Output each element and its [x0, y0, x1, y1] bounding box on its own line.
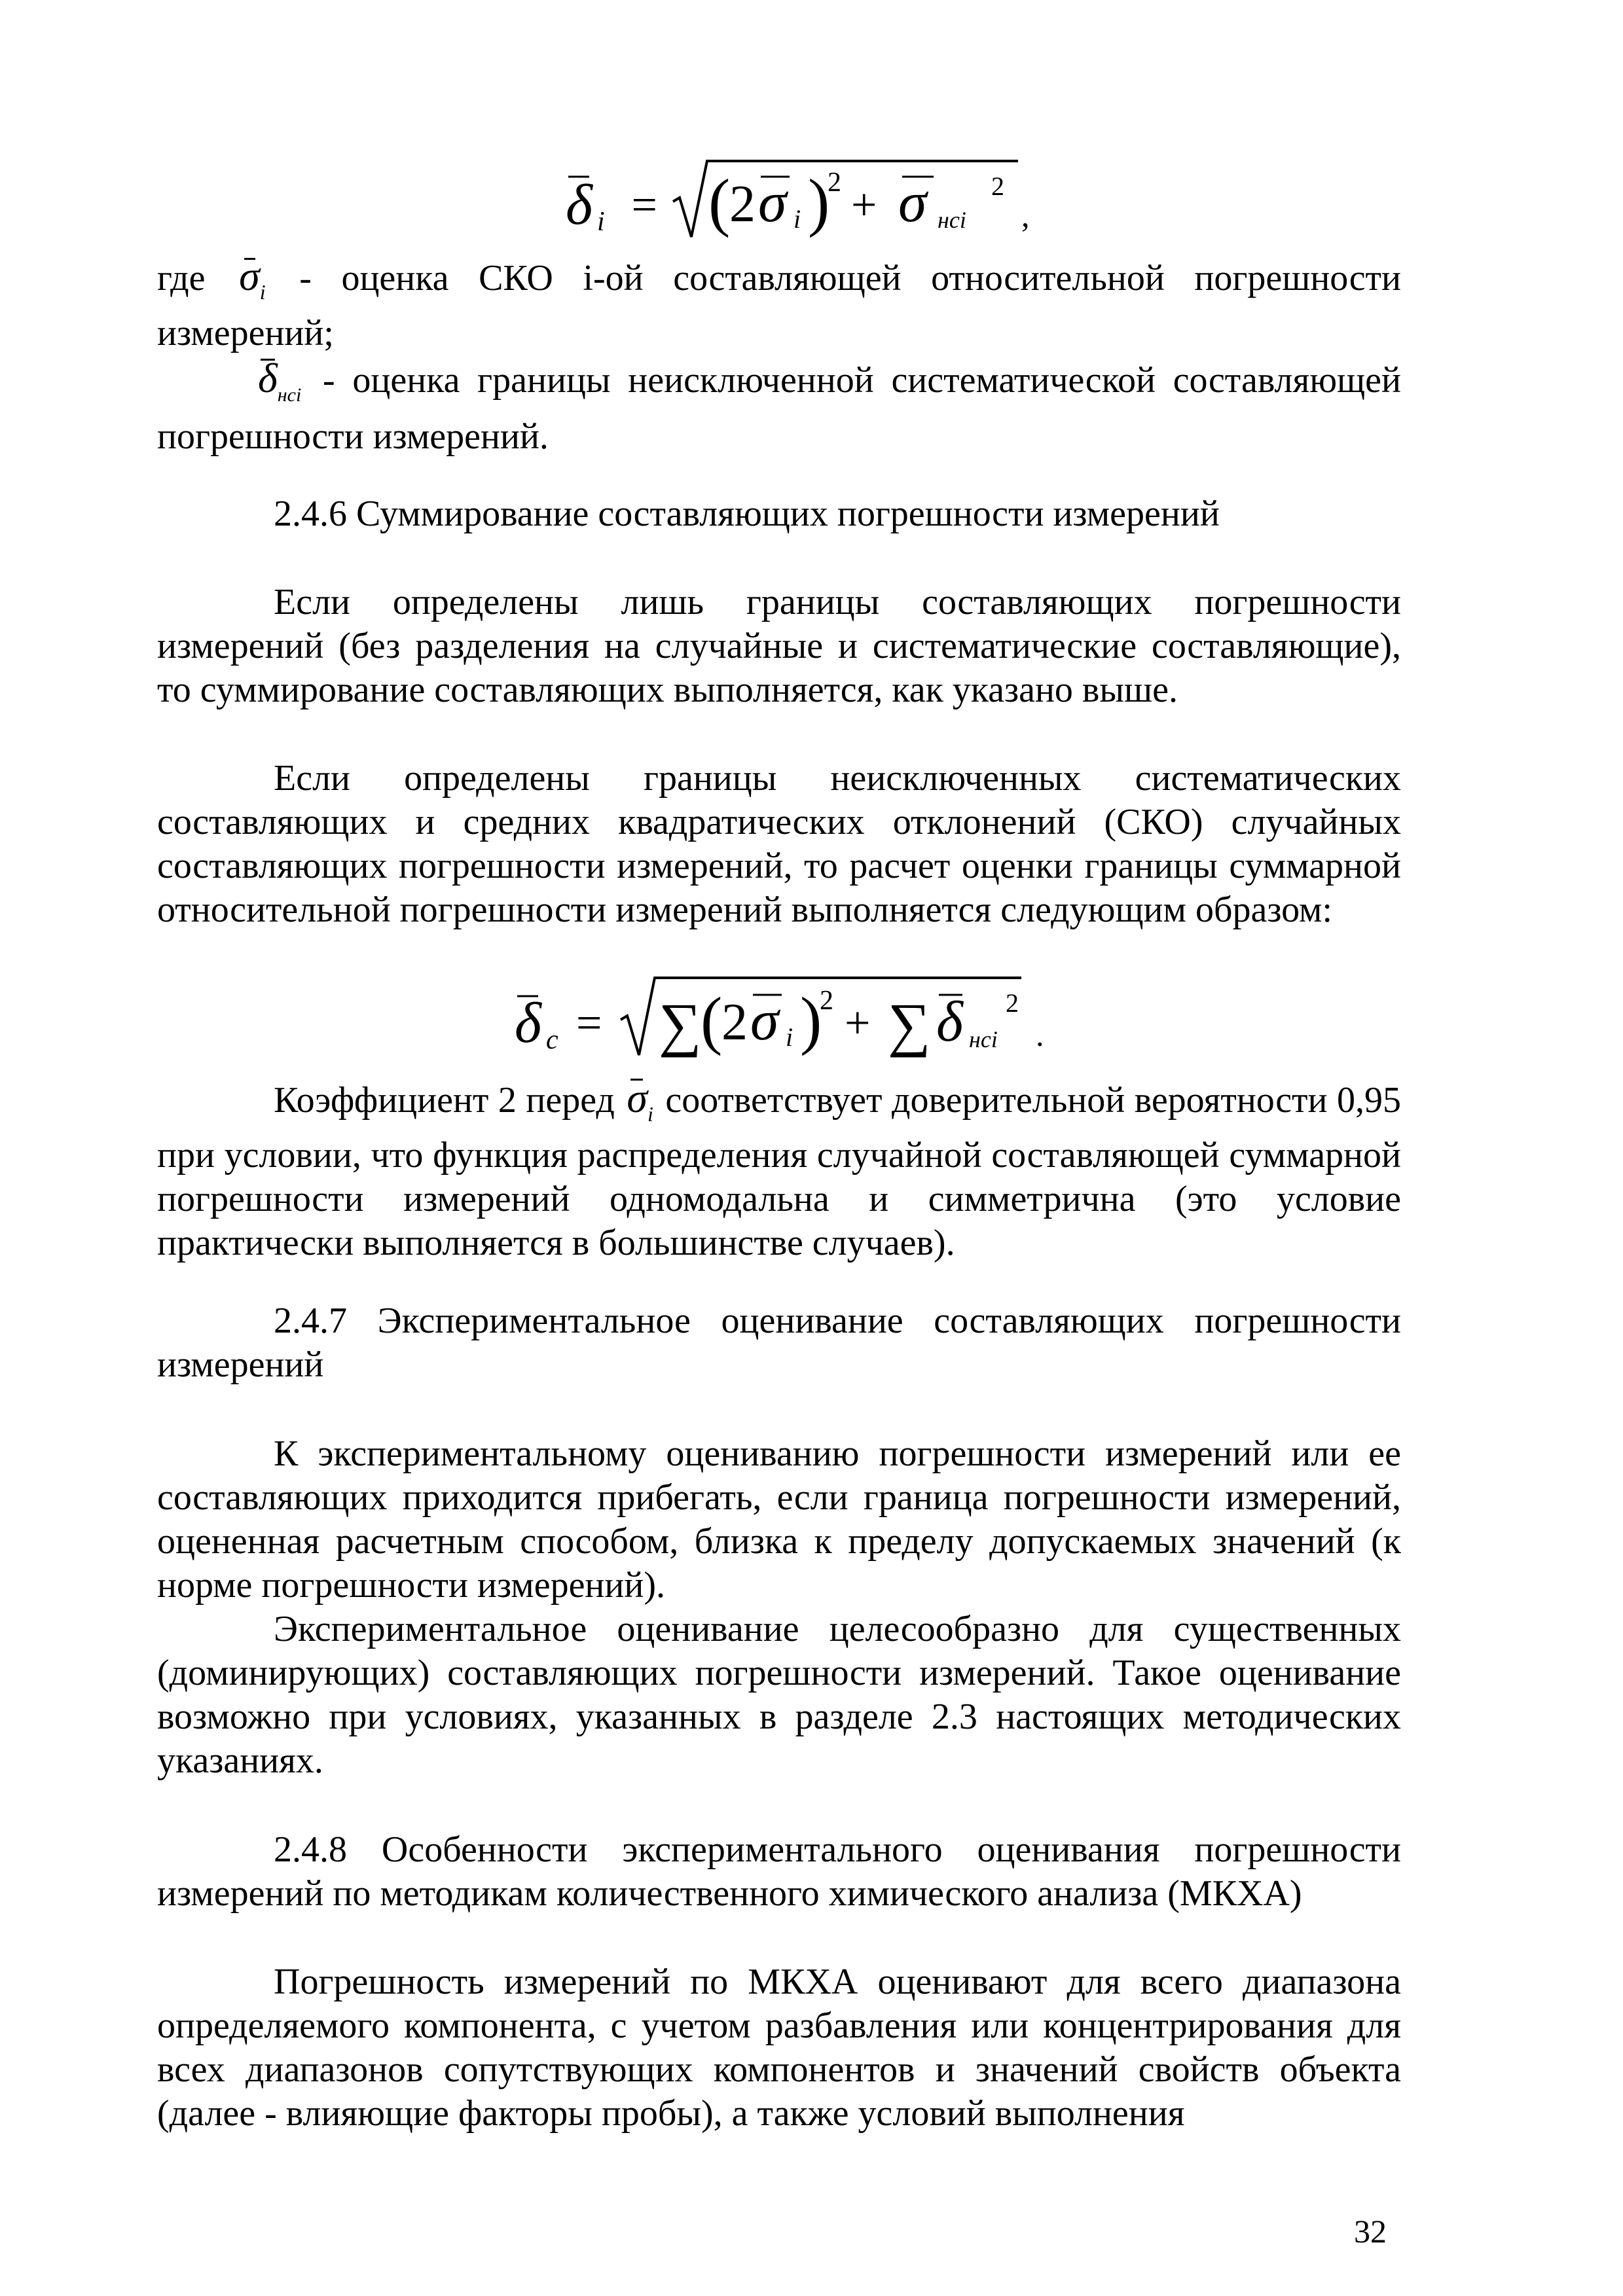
definition-delta-symbol: $\delta_{нсі}$ — [258, 355, 302, 406]
formula-coef: 2 — [729, 175, 756, 233]
formula-sum-sigma-sum: ∑ — [659, 991, 702, 1058]
formula-sum-equals: = — [576, 998, 602, 1049]
formula-sigma2: σ — [898, 171, 927, 234]
formula-lhs-subscript: i — [597, 207, 605, 237]
definition-sigma-symbol: $\sigma_i$ — [239, 253, 266, 304]
definition-sigma-text: - оценка СКО i-ой составляющей относительной погрешности измерений; — [157, 258, 1401, 353]
heading-2-4-8: 2.4.8 Особенности экспериментального оценивания погрешности измерений по методикам количественного химического анализа (МКХА) — [157, 1829, 1401, 1914]
page-number: 32 — [1354, 2213, 1387, 2250]
formula-sum-delta: δ — [936, 990, 963, 1054]
definition-sigma — [157, 253, 1401, 355]
formula-sigma2-subscript: нсі — [938, 207, 966, 233]
paragraph-5: Экспериментальное оценивание целесообразно для существенных (доминирующих) составляющих погрешности измерений. Такое оценивание возможно при условиях, указанных в разделе 2.3 настоящих методических указаниях. — [157, 1609, 1401, 1781]
formula-sum-lhs-subscript: c — [546, 1025, 558, 1055]
paragraph-3-before: Коэффициент 2 перед — [274, 1080, 615, 1121]
formula-sigma: σ — [758, 171, 787, 234]
svg-text:(: ( — [701, 984, 723, 1056]
formula-sum-delta-sum: ∑ — [888, 991, 931, 1058]
formula-delta-c — [504, 969, 1080, 1067]
paragraph-1: Если определены лишь границы составляющих погрешности измерений (без разделения на случайные и систематические составляющие), то суммирование составляющих выполняется, как указано выше. — [157, 582, 1401, 710]
formula-plus: + — [851, 180, 877, 230]
formula-sum-power: 2 — [820, 986, 833, 1016]
formula-lhs-symbol: δ — [566, 173, 593, 237]
formula-sum-coef: 2 — [721, 994, 748, 1051]
formula-sum-plus: + — [845, 998, 871, 1049]
paragraph-3-after: соответствует доверительной вероятности 0,95 при условии, что функция распределения случайной составляющей суммарной погрешности измерений одномодальна и симметрична (это условие практически выполняется в большинстве случаев). — [157, 1080, 1402, 1263]
heading-2-4-7: 2.4.7 Экспериментальное оценивание составляющих погрешности измерений — [157, 1300, 1401, 1385]
svg-text:(: ( — [708, 166, 731, 238]
formula-sum-lhs-symbol: δ — [515, 992, 541, 1055]
definition-delta — [157, 355, 1402, 459]
paragraph-6: Погрешность измерений по МКХА оценивают для всего диапазона определяемого компонента, с учетом разбавления или концентрирования для всех диапазонов сопутствующих компонентов и значений свойств объекта (далее - влияющие факторы пробы), а также условий выполнения — [157, 1962, 1401, 2134]
formula-power: 2 — [828, 168, 841, 198]
heading-2-4-6: 2.4.6 Суммирование составляющих погрешности измерений — [274, 493, 1220, 534]
formula-sum-sigma-subscript: i — [786, 1022, 793, 1052]
paragraph-2: Если определены границы неисключенных систематических составляющих и средних квадратических отклонений (СКО) случайных составляющих погрешности измерений, то расчет оценки границы суммарной относительной погрешности измерений выполняется следующим образом: — [157, 758, 1401, 930]
paragraph-3 — [157, 1075, 1402, 1265]
formula-power2: 2 — [991, 171, 1004, 201]
paragraph-3-symbol: $\sigma_i$ — [627, 1075, 653, 1126]
formula-delta-i — [556, 151, 1028, 249]
formula-sum-power2: 2 — [1006, 988, 1019, 1018]
formula-sum-sigma: σ — [750, 989, 779, 1052]
svg-text:): ) — [808, 166, 830, 238]
formula-sum-trail: . — [1036, 1016, 1044, 1053]
formula-sum-delta-subscript: нсі — [969, 1026, 998, 1052]
svg-text:): ) — [800, 984, 822, 1056]
paragraph-4: К экспериментальному оцениванию погрешности измерений или ее составляющих приходится прибегать, если граница погрешности измерений, оцененная расчетным способом, близка к пределу допускаемых значений (к норме погрешности измерений). — [157, 1433, 1401, 1605]
formula-trail: , — [1021, 197, 1030, 234]
formula-sigma-subscript: i — [793, 204, 801, 234]
formula-equals: = — [629, 180, 660, 230]
definition-delta-text: - оценка границы неисключенной систематической составляющей погрешности измерений. — [157, 360, 1402, 457]
definition-sigma-prefix: где — [157, 258, 206, 298]
